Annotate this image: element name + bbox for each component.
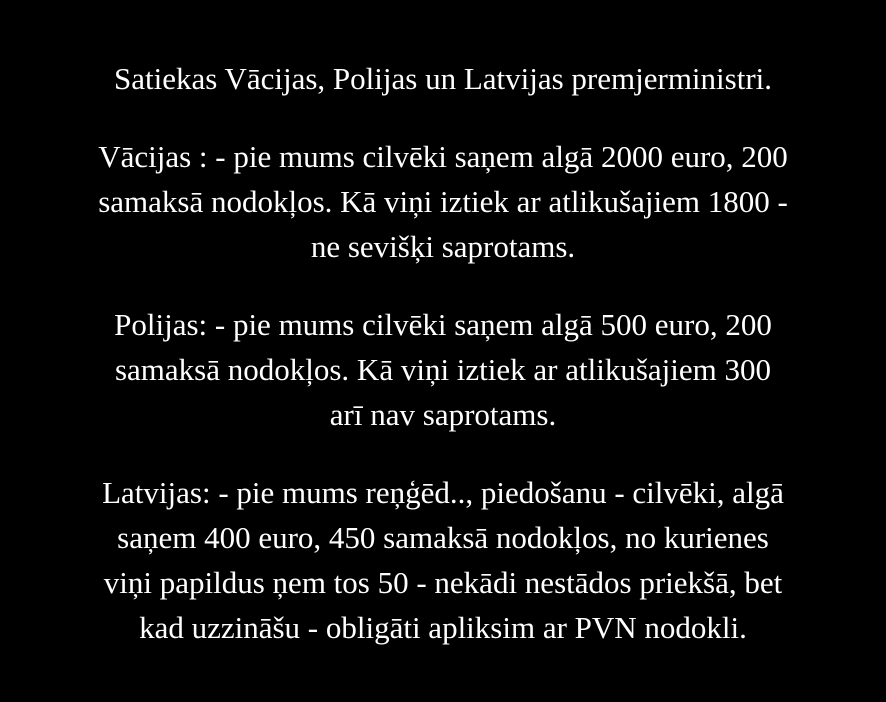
- germany-line-1: Vācijas : - pie mums cilvēki saņem algā 2000 euro, 200: [98, 139, 788, 174]
- latvia-line-3: viņi papildus ņem tos 50 - nekādi nestādos priekšā, bet: [103, 565, 783, 600]
- latvia-line-2: saņem 400 euro, 450 samaksā nodokļos, no kurienes: [117, 520, 769, 555]
- poland-line-3: arī nav saprotams.: [329, 397, 557, 432]
- paragraph-gap: [0, 101, 886, 134]
- latvia-line-1: Latvijas: - pie mums reņģēd.., piedošanu - cilvēki, algā: [102, 475, 784, 510]
- paragraph-gap: [0, 269, 886, 302]
- germany-line-2: samaksā nodokļos. Kā viņi iztiek ar atlikušajiem 1800 -: [98, 184, 788, 219]
- poland-line-1: Polijas: - pie mums cilvēki saņem algā 500 euro, 200: [114, 307, 772, 342]
- intro-line: Satiekas Vācijas, Polijas un Latvijas premjerministri.: [113, 61, 773, 96]
- latvia-line-4: kad uzzināšu - obligāti apliksim ar PVN nodokli.: [139, 610, 747, 645]
- germany-line-3: ne sevišķi saprotams.: [310, 229, 576, 264]
- poland-line-2: samaksā nodokļos. Kā viņi iztiek ar atlikušajiem 300: [114, 352, 772, 387]
- joke-text: [0, 56, 886, 650]
- paragraph-gap: [0, 437, 886, 470]
